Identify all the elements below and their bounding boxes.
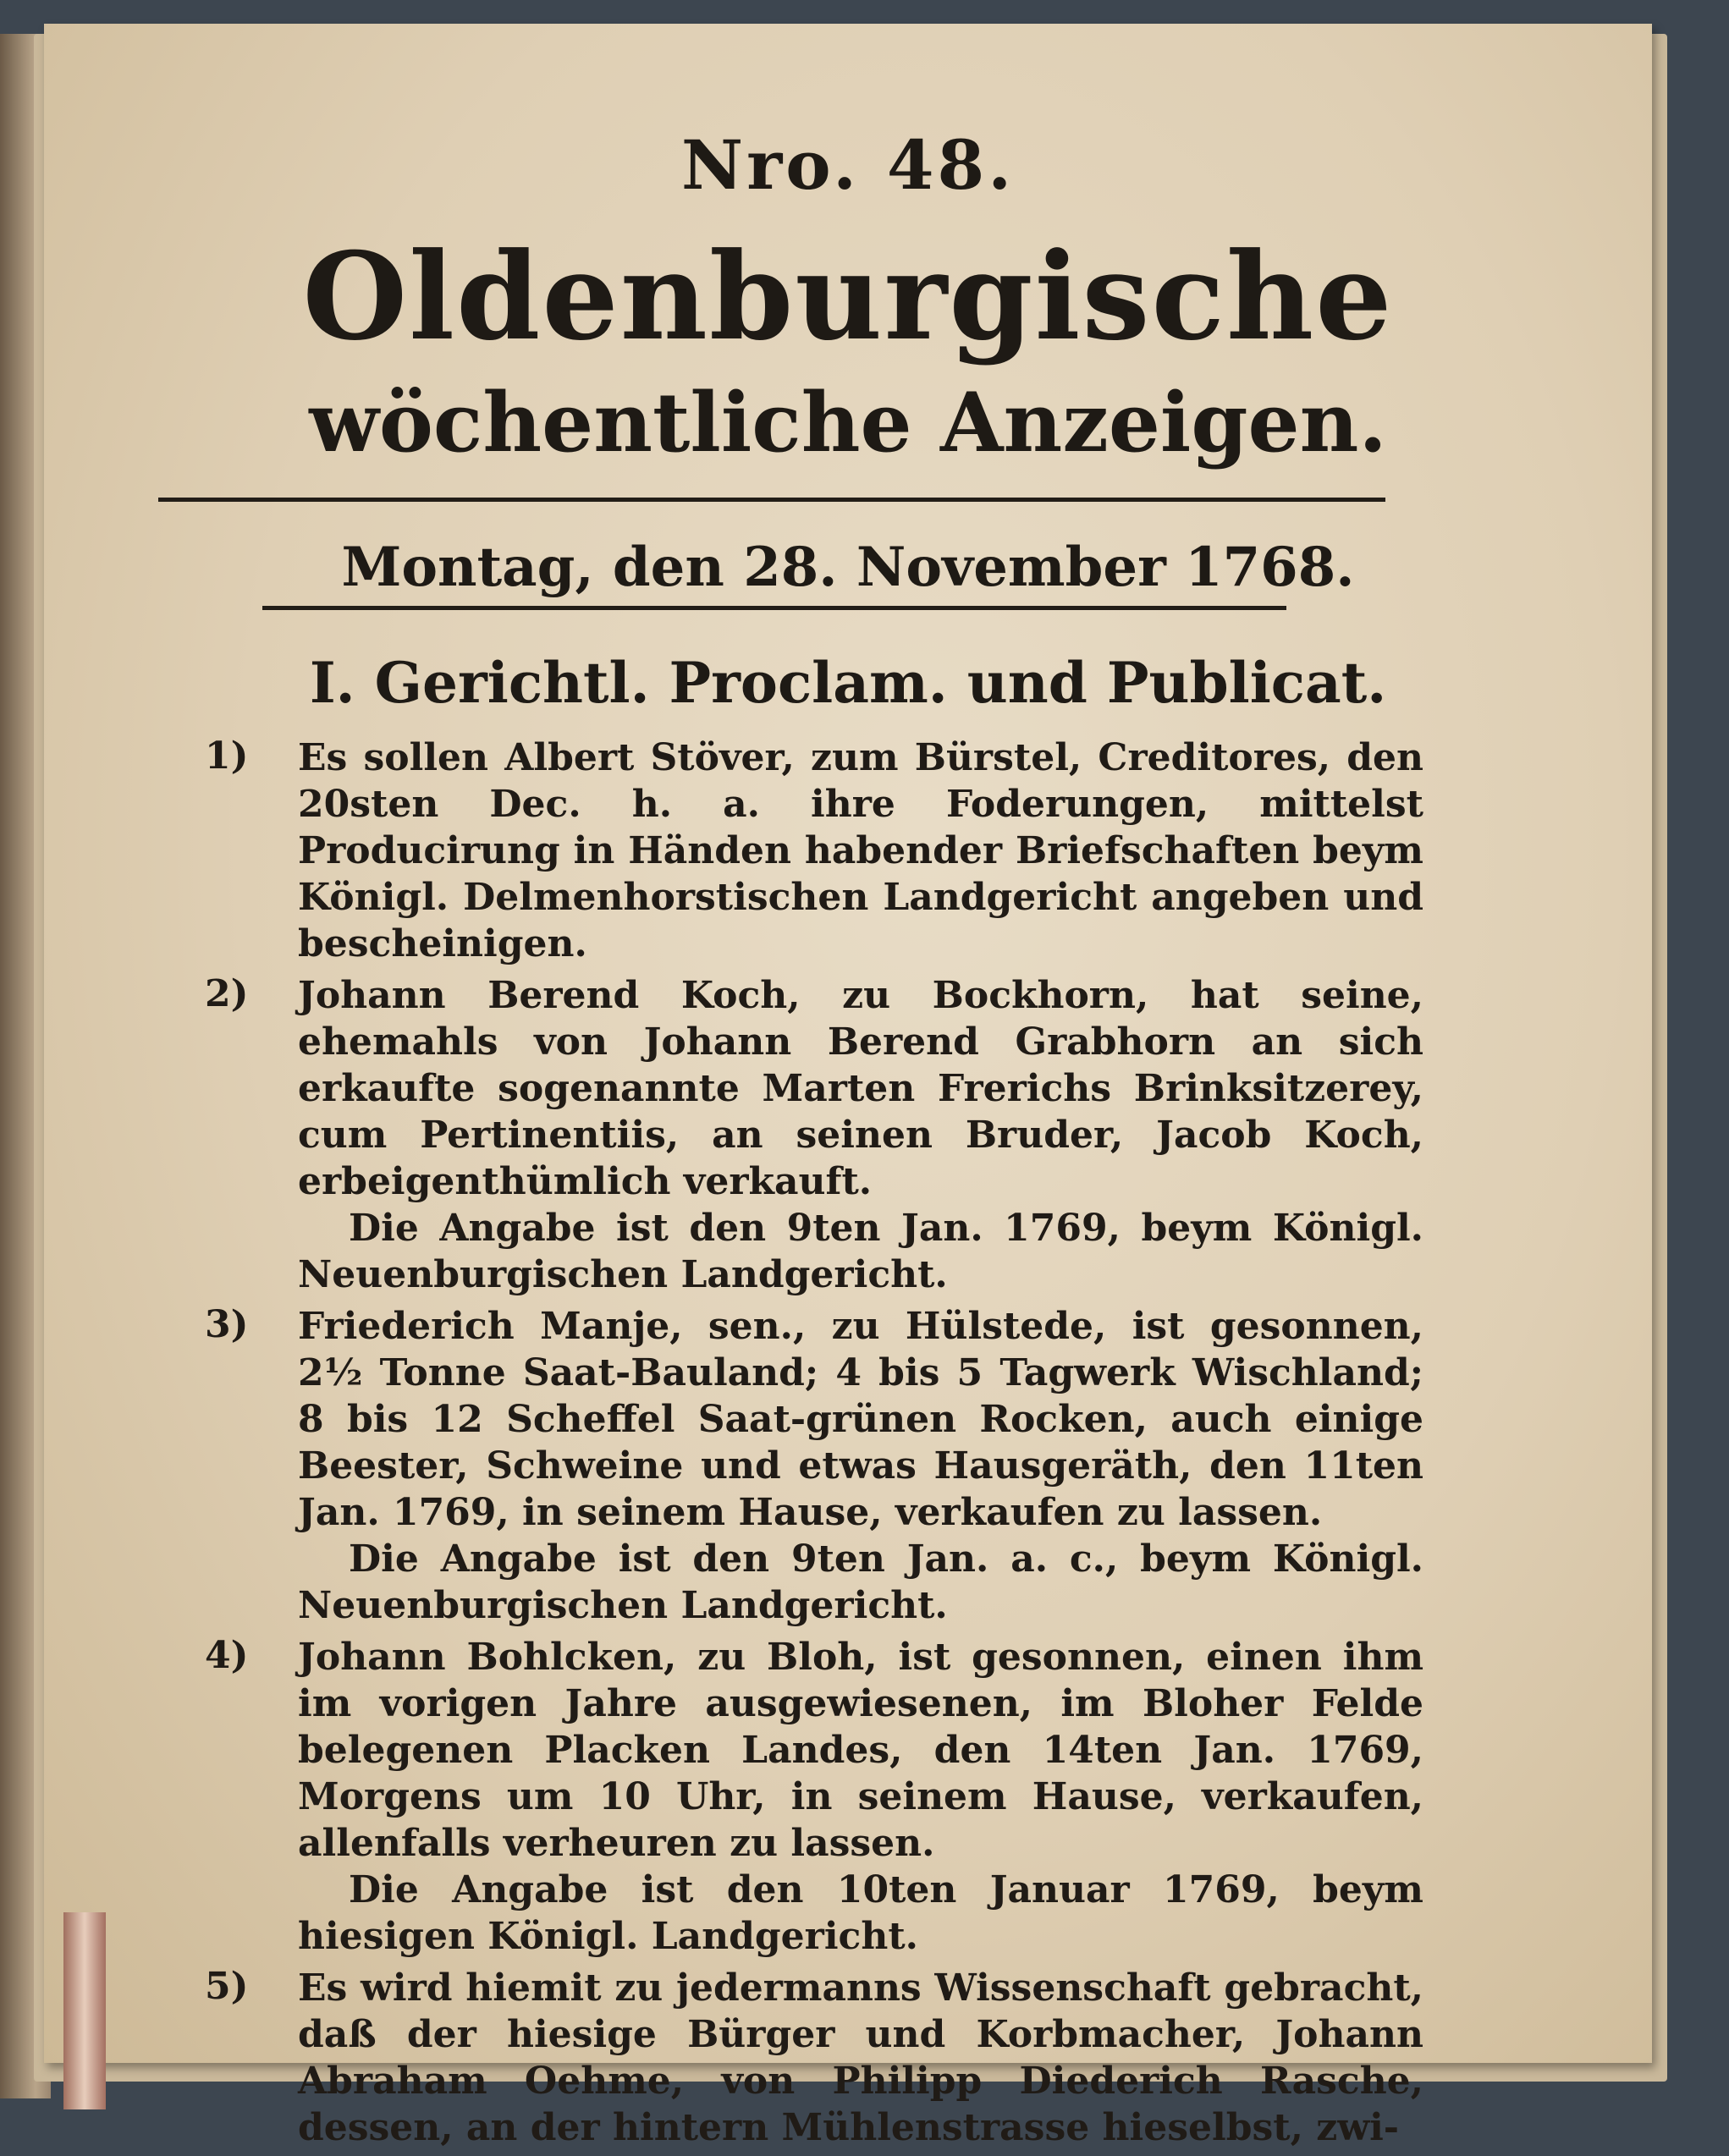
issue-number: Nro. 48. [680, 125, 1016, 205]
notice-text: Es wird hiemit zu jedermanns Wissenschaft gebracht, daß der hiesige Bürger und Korbmacher, Johann Abraham Oehme, von Philipp Diederich Rasche, dessen, an der hintern Mühlenstrasse hieselbst, zwi- [298, 1966, 1423, 2149]
section-heading: I. Gerichtl. Proclam. und Publicat. [309, 650, 1387, 716]
notice-number: 3) [205, 1303, 249, 1346]
masthead-divider [158, 498, 1385, 502]
notice-text: Johann Bohlcken, zu Bloh, ist gesonnen, einen ihm im vorigen Jahre ausgewiesenen, im Bloher Felde belegenen Placken Landes, den 14ten Jan. 1769, Morgens um 10 Uhr, in seinem Hause, verkaufen, allenfalls verheuren zu lassen. [298, 1636, 1423, 1865]
notice-text: Johann Berend Koch, zu Bockhorn, hat seine, ehemahls von Johann Berend Grabhorn an sich erkaufte sogenannte Marten Frerichs Brinksitzerey, cum Pertinentiis, an seinen Bruder, Jacob Koch, erbeigenthümlich verkauft. [298, 974, 1423, 1203]
newspaper-page [44, 24, 1652, 2149]
notice-entry [205, 1965, 1423, 2151]
newspaper-title: Oldenburgische [302, 227, 1394, 367]
notice-text: Es sollen Albert Stöver, zum Bürstel, Creditores, den 20sten Dec. h. a. ihre Foderungen, mittelst Producirung in Händen habender Briefschaften beym Königl. Delmenhorstischen Landgericht angeben und bescheinigen. [298, 736, 1423, 965]
notice-number: 5) [205, 1965, 249, 2008]
notice-number: 4) [205, 1634, 249, 1677]
date-divider [262, 606, 1286, 610]
book-binding-strip [63, 1912, 106, 2109]
notice-number: 1) [205, 734, 249, 778]
notice-text: Friederich Manje, sen., zu Hülstede, ist gesonnen, 2½ Tonne Saat-Bauland; 4 bis 5 Tagwerk Wischland; 8 bis 12 Scheffel Saat-grünen Rocken, auch einige Beester, Schweine und etwas Hausgeräth, den 11ten Jan. 1769, in seinem Hause, verkaufen zu lassen. [298, 1305, 1423, 1534]
notice-entry [205, 1634, 1423, 1960]
issue-date: Montag, den 28. November 1768. [341, 536, 1355, 599]
newspaper-subtitle: wöchentliche Anzeigen. [309, 375, 1387, 470]
notice-note: Die Angabe ist den 10ten Januar 1769, beym hiesigen Königl. Landgericht. [298, 1868, 1423, 1958]
notice-number: 2) [205, 972, 249, 1015]
notice-note: Die Angabe ist den 9ten Jan. 1769, beym Königl. Neuenburgischen Landgericht. [298, 1207, 1423, 1296]
notice-list [205, 734, 1423, 2156]
notice-entry [205, 734, 1423, 967]
notice-note: Die Angabe ist den 9ten Jan. a. c., beym Königl. Neuenburgischen Landgericht. [298, 1537, 1423, 1627]
notice-entry [205, 972, 1423, 1298]
notice-entry [205, 1303, 1423, 1629]
